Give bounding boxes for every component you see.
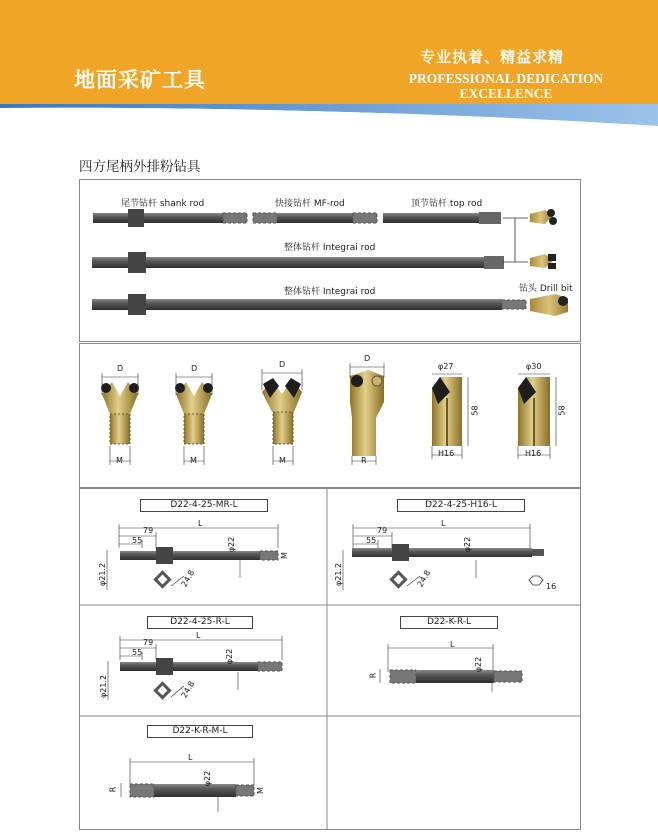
bit-3-bottom-dim: M: [279, 456, 286, 465]
drawing-2-dim-L: L: [441, 519, 446, 528]
drawing-2-dim-24-8: 24.8: [415, 568, 433, 589]
integral-rod-1-label: 整体钻杆 Integrai rod: [284, 243, 376, 253]
bit-6-top-dim: φ30: [526, 362, 542, 371]
drawing-1-dim-79: 79: [143, 526, 154, 535]
drawing-3-dim-L: L: [196, 631, 201, 640]
bit-2-top-dim: D: [191, 364, 198, 373]
drawing-1-dim-55: 55: [132, 536, 143, 545]
drill-bit-label: 钻头 Drill bit: [519, 284, 573, 294]
drawing-2-code: D22-4-25-H16-L: [397, 499, 525, 512]
bit-3-top-dim: D: [279, 360, 286, 369]
drawing-1-dim-24-8: 24.8: [179, 568, 197, 589]
drawing-1-dim-phi22: φ22: [227, 536, 237, 553]
bit-4-top-dim: D: [364, 354, 371, 363]
drawing-3-dim-55: 55: [132, 648, 143, 657]
drawing-3-dim-phi212: φ21.2: [99, 674, 109, 699]
section-title: 四方尾柄外排粉钻具: [79, 159, 201, 175]
drawing-4-dim-R: R: [368, 672, 378, 679]
drawing-3-dim-phi22: φ22: [225, 648, 235, 665]
drawing-4-dim-L: L: [450, 640, 455, 649]
integral-rod-2-label: 整体钻杆 Integrai rod: [284, 287, 376, 297]
bit-6-bottom-dim: H16: [525, 449, 542, 458]
drawing-5-dim-L: L: [188, 753, 193, 762]
bit-5-top-dim: φ27: [438, 362, 454, 371]
drawing-5-dim-R: R: [108, 786, 118, 793]
drawing-2-dim-phi212: φ21.2: [334, 562, 344, 587]
shank-rod-label: 尾节钻杆 shank rod: [121, 199, 205, 209]
bit-4-bottom-dim: R: [361, 456, 367, 465]
drawing-5-dim-M: M: [255, 787, 265, 794]
drawing-5-dim-phi22: φ22: [203, 770, 213, 787]
page-title: 地面采矿工具: [74, 68, 206, 92]
drawing-2-dim-79: 79: [377, 526, 388, 535]
top-rod-label: 顶节钻杆 top rod: [411, 199, 483, 209]
drawing-4-code: D22-K-R-L: [400, 616, 498, 629]
bit-6-side-dim: 58: [557, 405, 567, 416]
bit-1-top-dim: D: [117, 364, 124, 373]
mf-rod-label: 快接钻杆 MF-rod: [275, 199, 345, 209]
drawing-5-code: D22-K-R-M-L: [147, 725, 253, 738]
bit-5-bottom-dim: H16: [438, 449, 455, 458]
bit-5-side-dim: 58: [470, 405, 480, 416]
drawing-3-code: D22-4-25-R-L: [147, 616, 253, 629]
drawing-1-code: D22-4-25-MR-L: [140, 499, 268, 512]
slogan-english-line2: EXCELLENCE: [459, 86, 553, 101]
bit-1-bottom-dim: M: [116, 456, 123, 465]
drawing-2-dim-16: 16: [546, 582, 557, 591]
drawing-1-dim-M: M: [279, 552, 289, 559]
drawing-3-dim-79: 79: [143, 638, 154, 647]
drawing-1-dim-L: L: [198, 519, 203, 528]
drawing-2-dim-phi22: φ22: [463, 536, 473, 553]
bit-2-bottom-dim: M: [190, 456, 197, 465]
slogan-chinese: 专业执着、精益求精: [420, 48, 565, 66]
drawing-2-dim-55: 55: [366, 536, 377, 545]
drawing-1-dim-phi212: φ21.2: [98, 562, 108, 587]
drawing-4-dim-phi22: φ22: [474, 656, 484, 673]
slogan-english-line1: PROFESSIONAL DEDICATION: [408, 71, 604, 86]
drawing-3-dim-24-8: 24.8: [179, 679, 197, 700]
